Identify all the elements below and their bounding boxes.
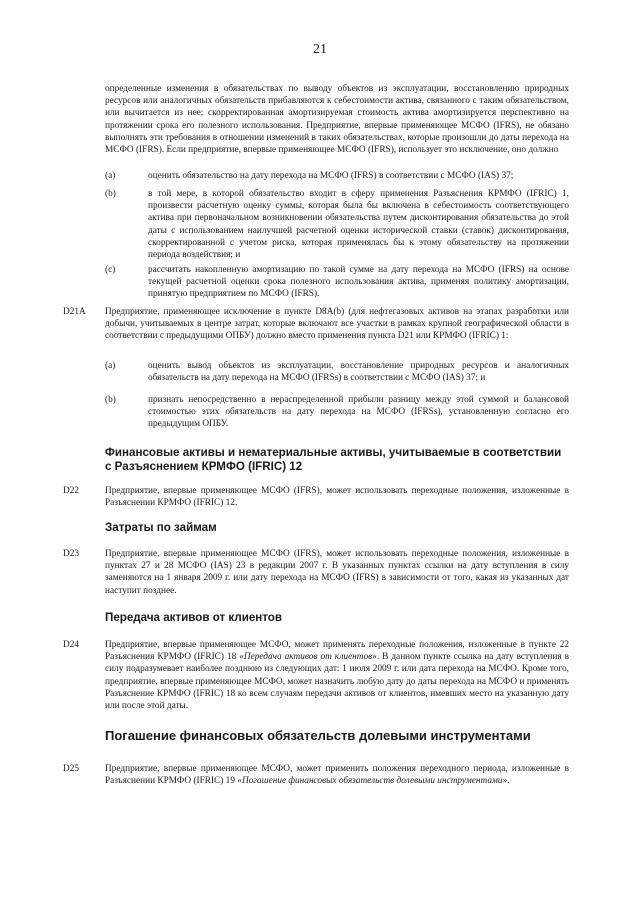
item-text: оценить обязательство на дату перехода на МСФО (IFRS) в соответствии с МСФО (IAS) 37; [148, 171, 514, 181]
section-heading: Передача активов от клиентов [105, 611, 283, 624]
section-heading: Финансовые активы и нематериальные активы, учитываемые в соответствии с Разъяснением КРМФО (IFRIC) 12 [105, 446, 562, 473]
paragraph-text: Предприятие, впервые применяющее МСФО (IFRS), может использовать переходные положения, изложенные в Разъяснении КРМФО (IFRIC) 12. [105, 486, 569, 509]
item-mark: (b) [105, 189, 116, 199]
paragraph-code: D24 [63, 640, 80, 650]
paragraph-code: D23 [63, 549, 80, 559]
item-text: оценить вывод объектов из эксплуатации, восстановление природных ресурсов и аналогичных обязательств на дату перехода на МСФО (IFRSs) в соответствии с МСФО (IAS) 37; и [148, 361, 569, 384]
item-text: признать непосредственно в нераспределенной прибыли разницу между этой суммой и балансовой стоимостью этих обязательств на дату перехода на МСФО (IFRSs), установленную согласно его предыдущим ОПБУ. [148, 395, 569, 430]
section-heading: Затраты по займам [105, 521, 217, 534]
paragraph-text: Предприятие, впервые применяющее МСФО (IFRS), может использовать переходные положения, изложенные в пунктах 27 и 28 МСФО (IAS) 23 в редакции 2007 г. В указанных пунктах ссылки на дату вступления в силу заменяются на 1 января 2009 г. или дату перехода на МСФО (IFRS) в зависимости от того, какая из указанных дат наступит позднее. [105, 549, 569, 596]
item-mark: (b) [105, 395, 116, 405]
paragraph-text: Предприятие, впервые применяющее МСФО, может применить положения переходного периода, изложенные в Разъяснении КРМФО (IFRIC) 19 «Погашение финансовых обязательств долевыми инструментами». [105, 764, 569, 787]
item-mark: (c) [105, 265, 116, 275]
paragraph-text: Предприятие, впервые применяющее МСФО, может применять переходные положения, изложенные в пункте 22 Разъяснения КРМФО (IFRIC) 18 «Передача активов от клиентов». В данном пункте ссылка на дату вступления в силу подразумевает наиболее позднюю из следующих дат: 1 июля 2009 г. или дата перехода на МСФО. Кроме того, предприятие, впервые применяющее МСФО, может назначить любую дату до даты перехода на МСФО и применять Разъяснение КРМФО (IFRIC) 18 ко всем случаям передачи активов от клиентов, имевших место на указанную дату или после этой даты. [105, 640, 569, 712]
paragraph-code: D25 [63, 764, 80, 774]
section-heading: Погашение финансовых обязательств долевыми инструментами [105, 728, 531, 743]
page-number: 21 [313, 42, 327, 57]
intro-paragraph: определенные изменения в обязательствах по выводу объектов из эксплуатации, восстановлению природных ресурсов или аналогичных обязательств прибавляются к себестоимости актива, связанного с таким обязательством, или вычитается из нее; скорректированная амортизируемая стоимость актива амортизируется перспективно на протяжении срока его полезного использования. Предприятие, впервые применяющее МСФО (IFRS), не обязано выполнять эти требования в отношении изменений в таких обязательствах, которые произошли до даты перехода на МСФО (IFRS). Если предприятие, впервые применяющее МСФО (IFRS), использует это исключение, оно должно [105, 84, 569, 156]
paragraph-code: D22 [63, 486, 80, 496]
paragraph-text: Предприятие, применяющее исключение в пункте D8A(b) (для нефтегазовых активов на этапах разработки или добычи, учитываемых в центре затрат, которые включают все участки в рамках крупной географической области в соответствии с предыдущими ОПБУ) должно вместо применения пункта D21 или КРМФО (IFRIC) 1: [105, 307, 569, 342]
item-text: в той мере, в которой обязательство входит в сферу применения Разъяснения КРМФО (IFRIC) 1, произвести расчетную оценку суммы, которая была бы включена в себестоимость соответствующего актива при первоначальном возникновении обязательства путем дисконтирования обязательства до этой даты с использованием наилучшей расчетной оценки исторической ставки (ставок) дисконтирования, скорректированной с учетом риска, которая применялась бы к этому обязательству на протяжении периода воздействия; и [148, 189, 569, 261]
item-mark: (a) [105, 171, 116, 181]
item-text: рассчитать накопленную амортизацию по такой сумме на дату перехода на МСФО (IFRS) на основе текущей расчетной оценки срока полезного использования актива, применяя политику амортизации, принятую предприятием по МСФО (IFRS). [148, 265, 569, 300]
item-mark: (a) [105, 361, 116, 371]
paragraph-code: D21A [63, 307, 86, 317]
